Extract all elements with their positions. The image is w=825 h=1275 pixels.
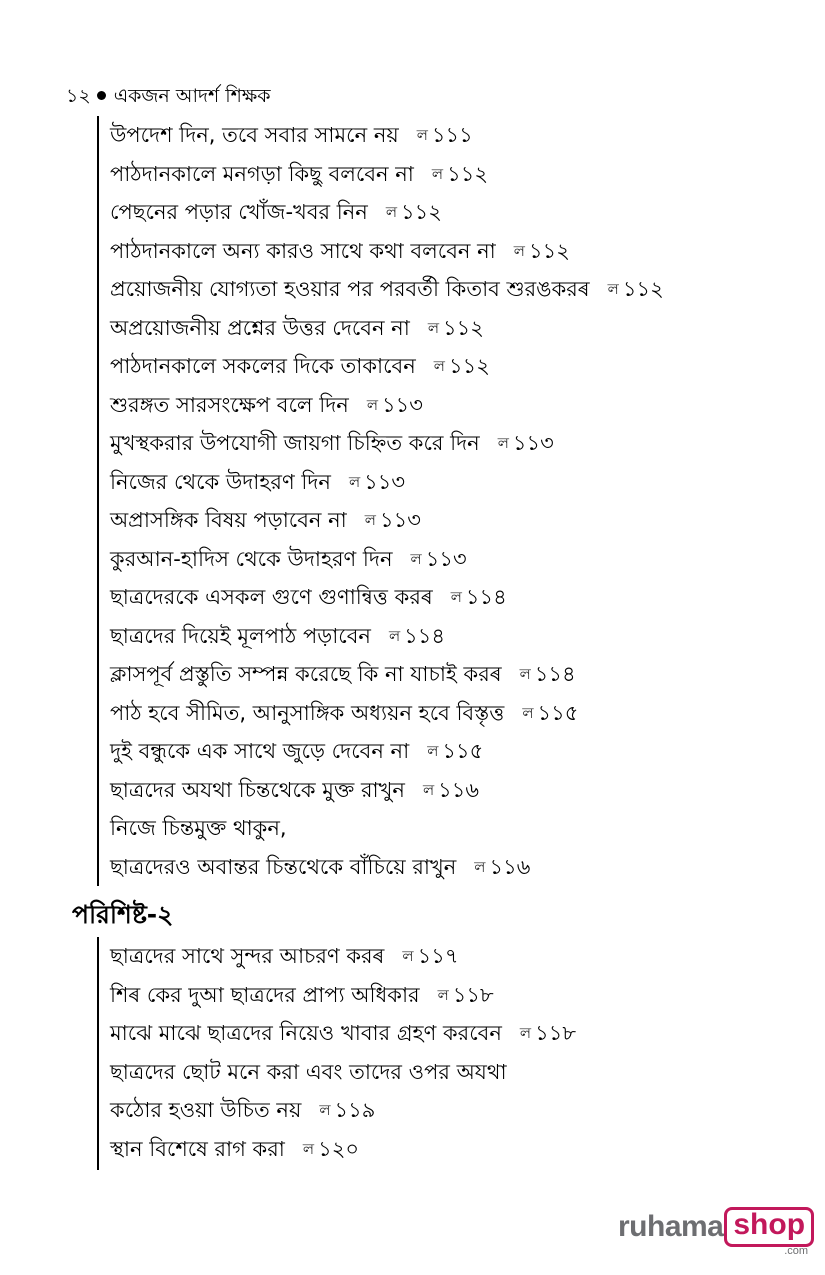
page-number: ১২ — [66, 85, 91, 107]
toc-page-number: ১১৪ — [404, 623, 446, 648]
page-ref-icon: ল — [437, 985, 449, 1004]
toc-page-ref — [434, 354, 490, 378]
toc-page-number: ১১৪ — [534, 662, 576, 686]
logo-brand: ruhama — [618, 1210, 724, 1243]
toc-entry-text: ছাত্রদের অযথা চিন্তথেকে মুক্ত রাখুন — [110, 777, 405, 802]
toc-page-ref — [520, 662, 576, 686]
toc-entry — [110, 1091, 576, 1130]
toc-entry-text: অপ্রাসঙ্গিক বিষয় পড়াবেন না — [110, 508, 347, 532]
toc-page-number: ১১৫ — [537, 700, 579, 725]
toc-entry — [110, 270, 664, 309]
toc-entry — [110, 1014, 576, 1053]
toc-page-number: ১১৮ — [535, 1021, 576, 1045]
toc-page-number: ১১৬ — [438, 777, 480, 802]
toc-entry — [110, 309, 664, 348]
toc-page-ref — [514, 239, 570, 263]
toc-entry — [110, 116, 664, 155]
toc-entry — [110, 463, 664, 502]
logo-domain: .com — [784, 1245, 809, 1257]
toc-page-number: ১১৩ — [425, 546, 467, 571]
toc-page-number: ১১২ — [622, 277, 664, 301]
toc-page-ref — [520, 1021, 576, 1045]
toc-page-number: ১১৬ — [489, 854, 531, 879]
toc-page-number: ১১৯ — [334, 1098, 376, 1122]
toc-entry-text: কুরআন-হাদিস থেকে উদাহরণ দিন — [110, 546, 393, 571]
toc-entry-text: কঠোর হওয়া উচিত নয় — [110, 1098, 302, 1122]
page-ref-icon: ল — [474, 857, 486, 876]
toc-entry — [110, 617, 664, 656]
page-ref-icon: ল — [422, 780, 435, 799]
toc-page-ref — [303, 1137, 359, 1161]
toc-page-ref — [522, 701, 578, 725]
page-ref-icon: ল — [348, 472, 361, 491]
toc-page-number: ১১৮ — [452, 982, 494, 1007]
toc-page-number: ১২০ — [318, 1136, 359, 1161]
book-title: একজন আদর্শ শিক্ষক — [113, 85, 271, 107]
toc-entry-text: নিজে চিন্তমুক্ত থাকুন, — [110, 816, 287, 840]
page-ref-icon: ল — [513, 241, 525, 260]
page-ref-icon: ল — [433, 357, 445, 375]
page-ref-icon: ল — [388, 626, 401, 645]
toc-entry — [110, 1130, 576, 1169]
logo-shop: shop — [733, 1208, 806, 1241]
toc-entry-text: ক্লাসপূর্ব প্রস্তুতি সম্পন্ন করেছে কি না যাচাই করৰ — [110, 662, 502, 686]
toc-page-ref — [608, 277, 664, 301]
page-ref-icon: ল — [416, 126, 428, 144]
toc-page-number: ১১২ — [401, 200, 442, 224]
toc-page-number: ১১১ — [431, 123, 473, 147]
toc-entry-text: প্রয়োজনীয় যোগ্যতা হওয়ার পর পরবর্তী কিতাব শুরঙকরৰ — [110, 277, 590, 301]
toc-entry-text: ছাত্রদের সাথে সুন্দর আচরণ করৰ — [110, 944, 385, 968]
logo-shop-box — [724, 1207, 814, 1247]
toc-entry-text: ছাত্রদেরকে এসকল গুণে গুণান্বিত্ত করৰ — [110, 585, 433, 609]
toc-page-ref — [423, 778, 479, 802]
toc-page-ref — [498, 431, 554, 455]
page-ref-icon: ল — [522, 703, 534, 722]
toc-entry-text: দুই বন্ধুকে এক সাথে জুড়ে দেবেন না — [110, 739, 410, 763]
page-ref-icon: ল — [402, 947, 414, 965]
toc-entry — [110, 501, 664, 540]
page-ref-icon: ল — [319, 1101, 331, 1119]
toc-page-number: ১১৩ — [379, 508, 421, 532]
toc-entry — [110, 771, 664, 810]
toc-entry — [110, 347, 664, 386]
toc-entry-text: মুখস্থকরার উপযোগী জায়গা চিহ্নিত করে দিন — [110, 431, 480, 455]
toc-entry — [110, 732, 664, 771]
toc-page-ref — [386, 200, 442, 224]
toc-entry — [110, 540, 664, 579]
toc-page-ref — [367, 393, 423, 417]
toc-entry — [110, 655, 664, 694]
page-ref-icon: ল — [431, 164, 444, 183]
toc-entry-text: পাঠদানকালে সকলের দিকে তাকাবেন — [110, 354, 416, 378]
toc-entry-text: ছাত্রদের দিয়েই মূলপাঠ পড়াবেন — [110, 623, 371, 648]
toc-page-ref — [349, 470, 405, 494]
page-ref-icon: ল — [302, 1139, 315, 1158]
page-ref-icon: ল — [607, 280, 619, 298]
toc-entry — [110, 193, 664, 232]
toc-entry — [110, 232, 664, 271]
toc-entry — [110, 1053, 576, 1092]
page-ref-icon: ল — [410, 549, 422, 568]
bullet-icon — [97, 91, 106, 100]
toc-page-number: ১১২ — [528, 238, 570, 263]
toc-page-ref — [432, 162, 488, 186]
toc-entry — [110, 937, 576, 976]
toc-page-ref — [438, 983, 494, 1007]
page-ref-icon: ল — [427, 742, 439, 760]
toc-entry — [110, 424, 664, 463]
page-ref-icon: ল — [364, 511, 376, 529]
toc-entry — [110, 386, 664, 425]
page-ref-icon: ল — [366, 395, 379, 414]
page-ref-icon: ল — [450, 588, 462, 606]
ruhamashop-logo — [618, 1207, 814, 1257]
toc-page-number: ১১২ — [447, 161, 488, 186]
toc-page-ref — [417, 123, 473, 147]
page-ref-icon: ল — [519, 665, 531, 683]
toc-list-section1 — [110, 116, 664, 886]
toc-page-number: ১১৩ — [512, 431, 554, 455]
toc-entry-text: উপদেশ দিন, তবে সবার সামনে নয় — [110, 123, 399, 147]
section1-vertical-rule — [97, 116, 99, 886]
page-ref-icon: ল — [427, 318, 439, 337]
toc-entry-text: অপ্রয়োজনীয় প্রশ্নের উত্তর দেবেন না — [110, 315, 410, 340]
page-ref-icon: ল — [519, 1024, 532, 1042]
page-header — [66, 84, 271, 108]
toc-entry — [110, 578, 664, 617]
toc-entry — [110, 809, 664, 848]
toc-page-ref — [411, 547, 467, 571]
page-ref-icon: ল — [497, 434, 509, 452]
toc-page-number: ১১৫ — [442, 739, 484, 763]
toc-entry-text: নিজের থেকে উদাহরণ দিন — [110, 469, 331, 494]
toc-page-ref — [389, 624, 445, 648]
toc-entry-text: ছাত্রদের ছোট মনে করা এবং তাদের ওপর অযথা — [110, 1059, 507, 1084]
toc-page-ref — [474, 855, 530, 879]
toc-page-ref — [319, 1098, 375, 1122]
toc-entry — [110, 155, 664, 194]
toc-page-ref — [451, 585, 507, 609]
toc-entry — [110, 976, 576, 1015]
toc-entry-text: স্থান বিশেষে রাগ করা — [110, 1136, 285, 1161]
toc-page-ref — [402, 944, 458, 968]
toc-page-number: ১১৪ — [465, 585, 507, 609]
toc-list-section2 — [110, 937, 576, 1168]
toc-page-number: ১১৭ — [417, 944, 459, 968]
toc-entry-text: ছাত্রদেরও অবান্তর চিন্তথেকে বাঁচিয়ে রাখুন — [110, 854, 457, 879]
toc-entry-text: মাঝে মাঝে ছাত্রদের নিয়েও খাবার গ্রহণ করবেন — [110, 1021, 502, 1045]
toc-entry-text: পাঠদানকালে অন্য কারও সাথে কথা বলবেন না — [110, 238, 496, 263]
toc-entry — [110, 848, 664, 887]
section2-vertical-rule — [97, 937, 99, 1170]
toc-page-ref — [428, 316, 484, 340]
toc-page-number: ১১৩ — [382, 392, 423, 417]
section-title: পরিশিষ্ট-২ — [72, 900, 174, 929]
toc-entry-text: পেছনের পড়ার খোঁজ-খবর নিন — [110, 200, 368, 224]
toc-page-number: ১১৩ — [364, 469, 406, 494]
toc-page-ref — [365, 508, 421, 532]
page-ref-icon: ল — [385, 203, 397, 221]
toc-page-ref — [427, 739, 483, 763]
toc-entry-text: পাঠদানকালে মনগড়া কিছু বলবেন না — [110, 161, 414, 186]
toc-page-number: ১১২ — [448, 354, 490, 378]
toc-entry — [110, 694, 664, 733]
toc-page-number: ১১২ — [443, 315, 484, 340]
toc-entry-text: শুরঙ্গত সারসংক্ষেপ বলে দিন — [110, 392, 349, 417]
toc-entry-text: পাঠ হবে সীমিত, আনুসাঙ্গিক অধ্যয়ন হবে বিস্তৃত্ত — [110, 700, 505, 725]
toc-entry-text: শিৰ কের দুআ ছাত্রদের প্রাপ্য অধিকার — [110, 982, 420, 1007]
